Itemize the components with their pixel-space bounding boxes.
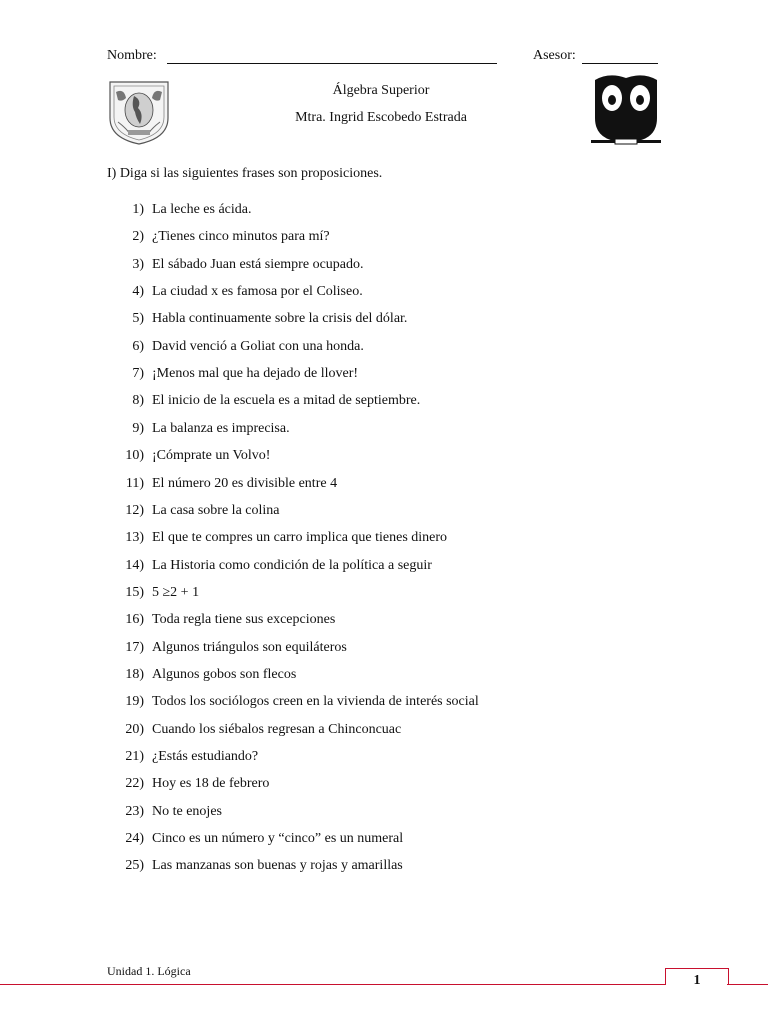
footer-rule-right [727, 984, 768, 985]
item-text: La leche es ácida. [152, 202, 252, 217]
nombre-blank [167, 47, 497, 64]
item-text: La casa sobre la colina [152, 503, 280, 518]
item-text: ¡Menos mal que ha dejado de llover! [152, 366, 359, 381]
item-text: Las manzanas son buenas y rojas y amarillas [152, 858, 403, 873]
item-text: La balanza es imprecisa. [152, 421, 290, 436]
item-text: Hoy es 18 de febrero [152, 776, 270, 791]
item-number: 13) [125, 530, 144, 545]
item-number: 22) [125, 776, 144, 791]
teacher-name: Mtra. Ingrid Escobedo Estrada [295, 110, 467, 125]
item-number: 2) [132, 229, 144, 244]
footer-unit: Unidad 1. Lógica [107, 964, 191, 978]
item-number: 20) [125, 722, 144, 737]
item-text: El número 20 es divisible entre 4 [152, 476, 338, 491]
item-number: 4) [132, 284, 144, 299]
owl-logo-icon [589, 70, 663, 148]
item-text: El sábado Juan está siempre ocupado. [152, 257, 364, 272]
item-text: Algunos triángulos son equiláteros [152, 640, 347, 655]
item-number: 15) [125, 585, 144, 600]
item-text: Algunos gobos son flecos [152, 667, 297, 682]
course-title: Álgebra Superior [332, 83, 430, 98]
item-text: Cuando los siébalos regresan a Chinconcuac [152, 722, 402, 737]
item-text: ¿Tienes cinco minutos para mí? [152, 229, 330, 244]
item-number: 23) [125, 804, 144, 819]
item-number: 25) [125, 858, 144, 873]
item-number: 17) [125, 640, 144, 655]
item-number: 6) [132, 339, 144, 354]
item-text: ¿Estás estudiando? [152, 749, 259, 764]
item-number: 10) [125, 448, 144, 463]
item-text: El inicio de la escuela es a mitad de septiembre. [152, 393, 421, 408]
page-number: 1 [693, 973, 701, 988]
item-text: El que te compres un carro implica que tienes dinero [152, 530, 448, 545]
item-text: David venció a Goliat con una honda. [152, 339, 364, 354]
asesor-blank [582, 47, 658, 64]
item-text: La ciudad x es famosa por el Coliseo. [152, 284, 363, 299]
item-number: 24) [125, 831, 144, 846]
item-text: Cinco es un número y “cinco” es un numeral [152, 831, 404, 846]
item-text: Toda regla tiene sus excepciones [152, 612, 336, 627]
item-number: 1) [132, 202, 144, 217]
item-number: 5) [132, 311, 144, 326]
instruction-text: I) Diga si las siguientes frases son proposiciones. [107, 166, 383, 181]
item-text: Habla continuamente sobre la crisis del dólar. [152, 311, 408, 326]
item-number: 14) [125, 558, 144, 573]
item-text: La Historia como condición de la política a seguir [152, 558, 432, 573]
item-text: No te enojes [152, 804, 222, 819]
asesor-label: Asesor: [533, 48, 576, 63]
item-text: ¡Cómprate un Volvo! [152, 448, 271, 463]
item-number: 7) [132, 366, 144, 381]
item-number: 12) [125, 503, 144, 518]
item-number: 19) [125, 694, 144, 709]
item-number: 3) [132, 257, 144, 272]
nombre-label: Nombre: [107, 48, 157, 63]
footer-rule-left [0, 984, 665, 985]
item-text: Todos los sociólogos creen en la vivienda de interés social [152, 694, 479, 709]
item-number: 18) [125, 667, 144, 682]
item-number: 21) [125, 749, 144, 764]
item-text: 5 ≥2 + 1 [152, 585, 200, 600]
item-number: 8) [132, 393, 144, 408]
item-number: 9) [132, 421, 144, 436]
item-number: 16) [125, 612, 144, 627]
item-number: 11) [125, 476, 144, 491]
